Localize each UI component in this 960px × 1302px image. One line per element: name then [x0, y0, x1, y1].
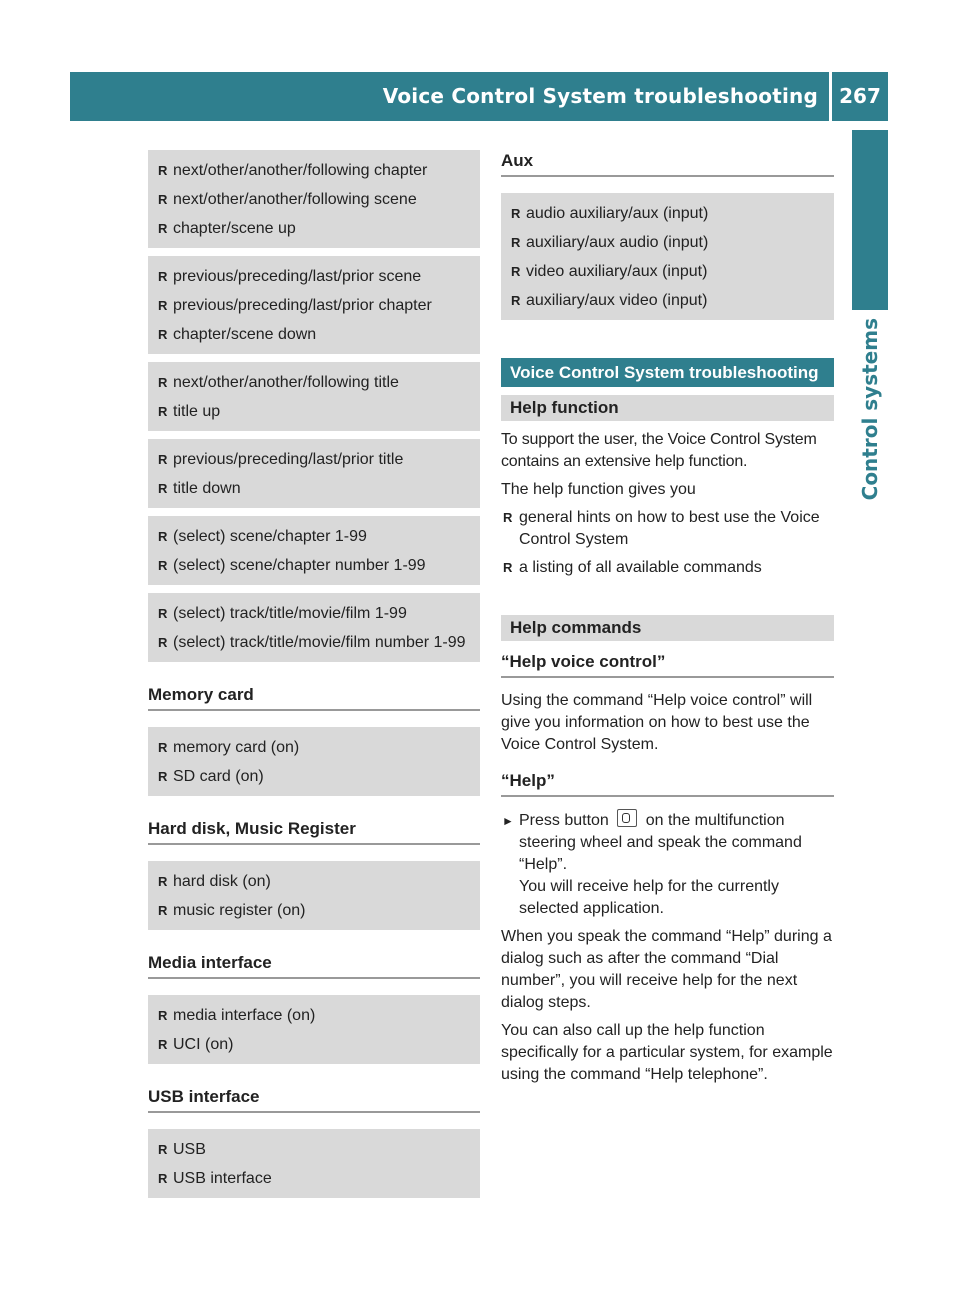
bullet-icon: R	[158, 558, 168, 573]
list-item: R a listing of all available commands	[501, 557, 834, 579]
bullet-icon: R	[158, 221, 168, 236]
bullet-icon: R	[158, 1008, 168, 1023]
help-subheading: “Help”	[501, 770, 834, 797]
help-function-intro: To support the user, the Voice Control System contains an extensive help function.	[501, 431, 817, 470]
step-arrow-icon: ►	[502, 814, 514, 828]
section-heading-troubleshooting: Voice Control System troubleshooting	[501, 358, 834, 387]
list-item: R previous/preceding/last/prior chapter	[156, 295, 472, 317]
help-function-lead: The help function gives you	[501, 481, 696, 498]
bullet-icon: R	[158, 1171, 168, 1186]
bullet-icon: R	[158, 903, 168, 918]
bullet-icon: R	[158, 404, 168, 419]
command-box-memory-card	[148, 727, 480, 796]
command-box-chapter-next	[148, 150, 480, 248]
help-commands-heading: Help commands	[501, 615, 834, 641]
hard-disk-heading: Hard disk, Music Register	[148, 818, 480, 845]
list-item: R USB interface	[156, 1168, 472, 1190]
command-box-select-scene	[148, 516, 480, 585]
bullet-icon: R	[158, 1142, 168, 1157]
list-item: R auxiliary/aux video (input)	[509, 290, 826, 312]
list-item: R USB	[156, 1139, 472, 1161]
bullet-icon: R	[158, 529, 168, 544]
voice-control-button-icon	[617, 809, 637, 827]
bullet-icon: R	[158, 163, 168, 178]
bullet-icon: R	[158, 327, 168, 342]
usb-interface-heading: USB interface	[148, 1086, 480, 1113]
list-item: R (select) scene/chapter number 1-99	[156, 555, 472, 577]
bullet-icon: R	[511, 264, 521, 279]
bullet-icon: R	[158, 874, 168, 889]
list-item: R (select) track/title/movie/film number 1-99	[156, 632, 472, 654]
side-tab-label: Control systems	[858, 318, 882, 501]
list-item: R general hints on how to best use the Voice Control System	[503, 509, 820, 548]
list-item: ► Press button on the multifunction steering wheel and speak the command “Help”. You will receive help for the currently selected application.	[501, 809, 834, 920]
bullet-icon: R	[503, 560, 513, 575]
list-item: R memory card (on)	[156, 737, 472, 759]
list-item: R SD card (on)	[156, 766, 472, 788]
bullet-icon: R	[158, 769, 168, 784]
command-box-media-interface	[148, 995, 480, 1064]
list-item: R (select) track/title/movie/film 1-99	[156, 603, 472, 625]
list-item: R music register (on)	[156, 900, 472, 922]
list-item: R previous/preceding/last/prior title	[156, 449, 472, 471]
list-item: R audio auxiliary/aux (input)	[509, 203, 826, 225]
list-item: R UCI (on)	[156, 1034, 472, 1056]
help-system-text: You can also call up the help function specifically for a particular system, for example using the command “Help telephone”.	[501, 1022, 833, 1083]
bullet-icon: R	[158, 298, 168, 313]
bullet-icon: R	[158, 269, 168, 284]
bullet-icon: R	[158, 452, 168, 467]
list-item: R media interface (on)	[156, 1005, 472, 1027]
list-item: R (select) scene/chapter 1-99	[156, 526, 472, 548]
bullet-icon: R	[158, 606, 168, 621]
bullet-icon: R	[511, 206, 521, 221]
command-box-chapter-previous	[148, 256, 480, 354]
list-item: R previous/preceding/last/prior scene	[156, 266, 472, 288]
command-box-usb	[148, 1129, 480, 1198]
list-item: R title up	[156, 401, 472, 423]
bullet-icon: R	[158, 1037, 168, 1052]
page-number: 267	[839, 84, 881, 108]
media-interface-heading: Media interface	[148, 952, 480, 979]
list-item: R next/other/another/following chapter	[156, 160, 472, 182]
bullet-icon: R	[503, 510, 513, 525]
list-item: R chapter/scene down	[156, 324, 472, 346]
help-function-heading: Help function	[501, 395, 834, 421]
bullet-icon: R	[158, 481, 168, 496]
list-item: R chapter/scene up	[156, 218, 472, 240]
page-title: Voice Control System troubleshooting	[382, 84, 818, 108]
side-tab-marker	[852, 130, 888, 310]
list-item: R video auxiliary/aux (input)	[509, 261, 826, 283]
command-box-hard-disk	[148, 861, 480, 930]
side-tab-label-wrapper	[852, 318, 888, 718]
help-steps	[501, 809, 834, 920]
help-function-list	[501, 507, 834, 579]
help-dialog-text: When you speak the command “Help” during a dialog such as after the command “Dial number”, you will receive help for the next dialog steps.	[501, 928, 832, 1011]
help-voice-control-text: Using the command “Help voice control” will give you information on how to best use the Voice Control System.	[501, 692, 813, 753]
help-voice-control-subheading: “Help voice control”	[501, 651, 834, 678]
list-item: R auxiliary/aux audio (input)	[509, 232, 826, 254]
bullet-icon: R	[511, 235, 521, 250]
command-box-aux	[501, 193, 834, 320]
bullet-icon: R	[158, 192, 168, 207]
command-box-select-track	[148, 593, 480, 662]
right-column	[501, 150, 834, 1092]
memory-card-heading: Memory card	[148, 684, 480, 711]
command-box-title-next	[148, 362, 480, 431]
left-column	[148, 150, 480, 1206]
list-item: R hard disk (on)	[156, 871, 472, 893]
aux-heading: Aux	[501, 150, 834, 177]
bullet-icon: R	[511, 293, 521, 308]
bullet-icon: R	[158, 740, 168, 755]
list-item: R next/other/another/following scene	[156, 189, 472, 211]
list-item: R next/other/another/following title	[156, 372, 472, 394]
command-box-title-previous	[148, 439, 480, 508]
bullet-icon: R	[158, 635, 168, 650]
list-item: R title down	[156, 478, 472, 500]
bullet-icon: R	[158, 375, 168, 390]
